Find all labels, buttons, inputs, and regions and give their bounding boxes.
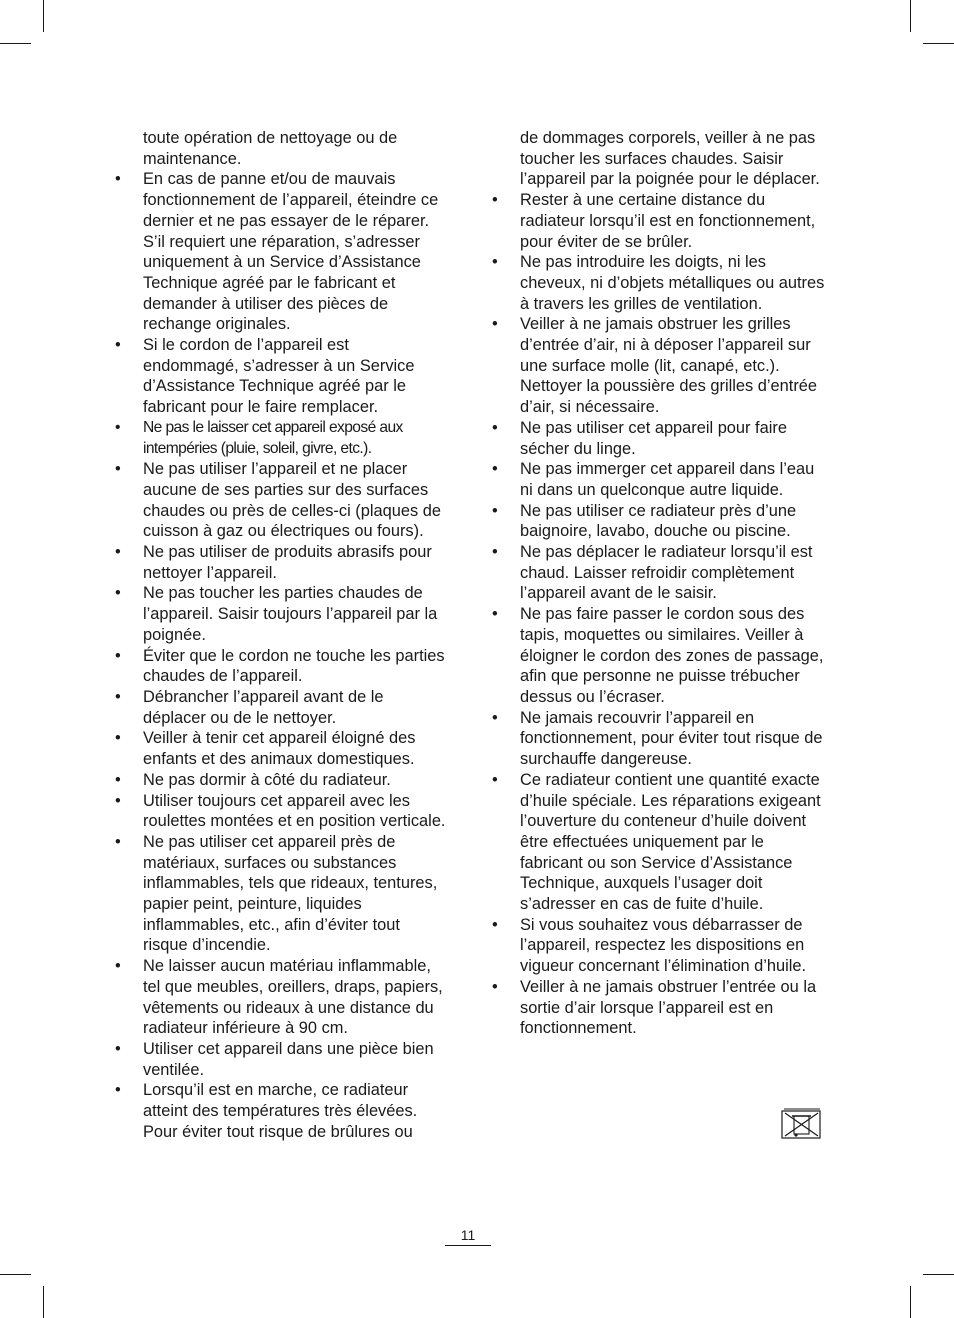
list-item: • Ce radiateur contient une quantité exacte d’huile spéciale. Les réparations exigeant l’ouverture du conteneur d’huile doivent être effectuées uniquement par le fabricant ou son Service d’Assistance Technique, auxquels l’usager doit s’adresser en cas de fuite d’huile. [520,770,825,915]
right-safety-list [520,190,825,1039]
list-item: • Ne pas introduire les doigts, ni les cheveux, ni d’objets métalliques ou autres à travers les grilles de ventilation. [520,252,825,314]
list-item: • Ne jamais recouvrir l’appareil en fonctionnement, pour éviter tout risque de surchauffe dangereuse. [520,708,825,770]
crop-mark [43,0,44,32]
list-item: • Utiliser toujours cet appareil avec les roulettes montées et en position verticale. [143,791,448,832]
list-item: • Veiller à ne jamais obstruer les grilles d’entrée d’air, ni à déposer l’appareil sur une surface molle (lit, canapé, etc.). Nettoyer la poussière des grilles d’entrée d’air, si nécessaire. [520,314,825,418]
list-item: • Utiliser cet appareil dans une pièce bien ventilée. [143,1039,448,1080]
list-item: • Ne pas utiliser ce radiateur près d’une baignoire, lavabo, douche ou piscine. [520,501,825,542]
list-item: • En cas de panne et/ou de mauvais fonctionnement de l’appareil, éteindre ce dernier et ne pas essayer de le réparer. S’il requiert une réparation, s’adresser uniquement à un Service d’Assistance Technique agréé par le fabricant et demander à utiliser des pièces de rechange originales. [143,169,448,335]
crop-mark [910,0,911,32]
list-item: • Ne pas immerger cet appareil dans l’eau ni dans un quelconque autre liquide. [520,459,825,500]
list-item: • Ne pas faire passer le cordon sous des tapis, moquettes ou similaires. Veiller à éloigner le cordon des zones de passage, afin que personne ne puisse trébucher dessus ou l’écraser. [520,604,825,708]
right-column-continuation: de dommages corporels, veiller à ne pas toucher les surfaces chaudes. Saisir l’appareil par la poignée pour le déplacer. [520,129,820,189]
list-item: • Débrancher l’appareil avant de le déplacer ou de le nettoyer. [143,687,448,728]
crossed-out-wheelie-bin-icon [781,1106,822,1139]
list-item: • Rester à une certaine distance du radiateur lorsqu’il est en fonctionnement, pour éviter de se brûler. [520,190,825,252]
crop-mark [43,1286,44,1318]
list-item: • Si le cordon de l’appareil est endommagé, s’adresser à un Service d’Assistance Technique agréé par le fabricant pour le faire remplacer. [143,335,448,418]
list-item: • Ne pas utiliser cet appareil pour faire sécher du linge. [520,418,825,459]
list-item: • Ne pas déplacer le radiateur lorsqu’il est chaud. Laisser refroidir complètement l’appareil avant de le saisir. [520,542,825,604]
crop-mark [923,1274,954,1275]
page-number: 11 [460,1227,476,1243]
list-item: • Éviter que le cordon ne touche les parties chaudes de l’appareil. [143,646,448,687]
page-number-rule [445,1245,491,1246]
right-column [520,128,825,1039]
list-item: • Lorsqu’il est en marche, ce radiateur atteint des températures très élevées. Pour éviter tout risque de brûlures ou [143,1080,448,1142]
left-column-continuation: toute opération de nettoyage ou de maintenance. [143,129,398,168]
list-item: • Ne pas utiliser l’appareil et ne placer aucune de ses parties sur des surfaces chaudes ou près de celles-ci (plaques de cuisson à gaz ou électriques ou fours). [143,459,448,542]
list-item: • Veiller à tenir cet appareil éloigné des enfants et des animaux domestiques. [143,728,448,769]
list-item: • Ne pas utiliser cet appareil près de matériaux, surfaces ou substances inflammables, tels que rideaux, tentures, papier peint, peinture, liquides inflammables, etc., afin d’éviter tout risque d’incendie. [143,832,448,956]
list-item: • Ne pas toucher les parties chaudes de l’appareil. Saisir toujours l’appareil par la poignée. [143,583,448,645]
list-item: • Ne pas utiliser de produits abrasifs pour nettoyer l’appareil. [143,542,448,583]
crop-mark [0,1274,31,1275]
crop-mark [923,43,954,44]
list-item: • Si vous souhaitez vous débarrasser de l’appareil, respectez les dispositions en vigueur concernant l’élimination d’huile. [520,915,825,977]
list-item: • Ne laisser aucun matériau inflammable, tel que meubles, oreillers, draps, papiers, vêtements ou rideaux à une distance du radiateur inférieure à 90 cm. [143,956,448,1039]
left-safety-list [143,169,448,1142]
list-item: • Ne pas le laisser cet appareil exposé aux intempéries (pluie, soleil, givre, etc.). [143,418,448,459]
crop-mark [910,1286,911,1318]
left-column [143,128,448,1142]
crop-mark [0,43,31,44]
list-item: • Ne pas dormir à côté du radiateur. [143,770,448,791]
list-item: • Veiller à ne jamais obstruer l’entrée ou la sortie d’air lorsque l’appareil est en fonctionnement. [520,977,825,1039]
